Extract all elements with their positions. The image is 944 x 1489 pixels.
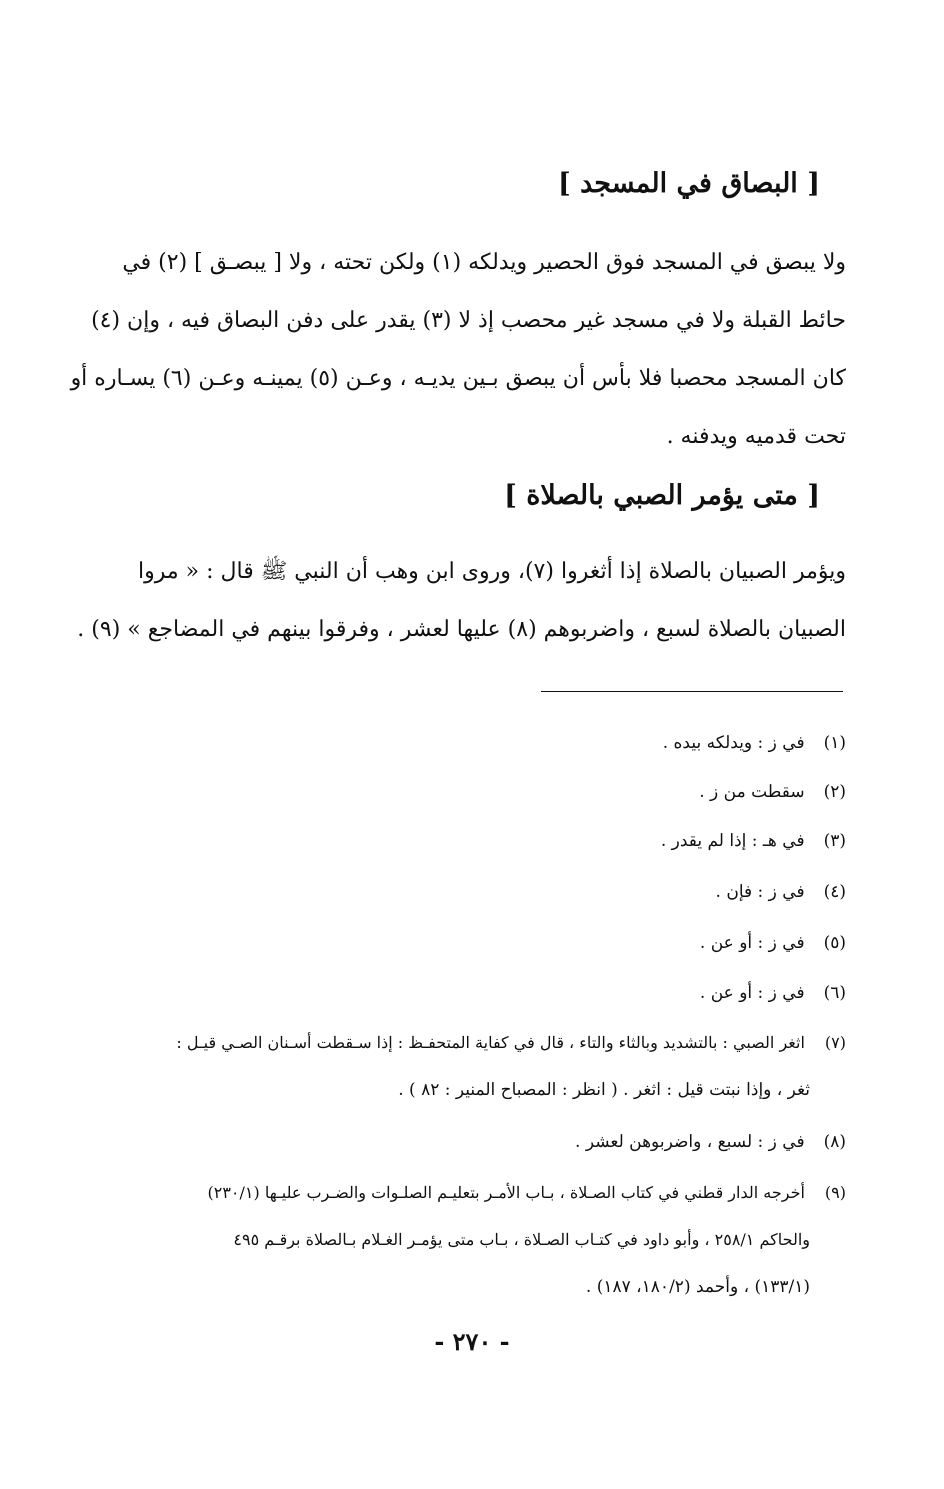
footnote-number: (٢) [823,782,846,802]
text-line: ولا يبصق في المسجد فوق الحصير ويدلكه (١) ولكن تحته ، ولا [ يبصـق ] (٢) في [122,250,846,275]
paragraph-spitting [70,234,846,466]
footnote-text: سقطت من ز . [699,782,805,802]
footnote-2 [66,780,846,804]
footnote-text: في ز : أو عن . [699,933,805,953]
footnote-continuation: ثغر ، وإذا نبتت قيل : اثغر . ( انظر : المصباح المنير : ٨٢ ) . [398,1080,810,1100]
footnote-7 [66,1031,846,1111]
footnote-number: (٥) [823,933,846,953]
footnote-number: (٩) [824,1183,846,1202]
footnote-number: (٨) [823,1132,846,1152]
footnote-4 [66,880,846,904]
footnote-text: أخرجه الدار قطني في كتاب الصـلاة ، بـاب الأمـر بتعليـم الصلـوات والضـرب عليـها (٢٣٠/١) [207,1183,805,1202]
footnote-text: في ز : لسبع ، واضربوهن لعشر . [575,1132,805,1152]
footnote-text: في هـ : إذا لم يقدر . [660,831,805,851]
footnote-number: (٤) [823,882,846,902]
footnote-text: في ز : فإن . [715,882,805,902]
text-line: حائط القبلة ولا في مسجد غير محصب إذ لا (٣) يقدر على دفن البصاق فيه ، وإن (٤) [91,308,846,333]
footnote-number: (٣) [823,831,846,851]
text-line: ويؤمر الصبيان بالصلاة إذا أثغروا (٧)، وروى ابن وهب أن النبي ﷺ قال : « مروا [138,559,846,584]
section-heading-child-prayer: [ متى يؤمر الصبي بالصلاة ] [504,480,820,511]
footnote-continuation: (١٣٣/١) ، وأحمد (١٨٠/٢، ١٨٧) . [585,1277,810,1297]
footnote-continuation: والحاكم ٢٥٨/١ ، وأبو داود في كتـاب الصـلاة ، بـاب متى يؤمـر الغـلام بـالصلاة برقـم ٤٩٥ [233,1230,810,1249]
text-line: كان المسجد محصبا فلا بأس أن يبصق بـين يديـه ، وعـن (٥) يمينـه وعـن (٦) يسـاره أو [70,366,846,391]
footnote-5 [66,931,846,955]
footnote-text: في ز : أو عن . [699,983,805,1003]
footnote-8 [66,1130,846,1154]
footnote-text: اثغر الصبي : بالتشديد وبالثاء والتاء ، قال في كفاية المتحفـظ : إذا سـقطت أسـنان الصـي قيـل : [176,1033,805,1052]
page-number: - ٢٧٠ - [434,1327,510,1356]
paragraph-child-prayer [77,543,846,659]
footnote-number: (٦) [823,983,846,1003]
footnote-number: (٧) [824,1033,846,1052]
text-line: تحت قدميه ويدفنه . [666,424,846,449]
text-line: الصبيان بالصلاة لسبع ، واضربوهم (٨) عليها لعشر ، وفرقوا بينهم في المضاجع » (٩) . [77,617,846,642]
section-heading-spitting: [ البصاق في المسجد ] [557,168,820,199]
footnote-3 [66,829,846,853]
footnote-text: في ز : ويدلكه بيده . [662,733,805,753]
footnote-number: (١) [823,733,846,753]
footnote-1 [66,731,846,755]
footnote-separator [541,691,843,692]
footnote-9 [66,1181,846,1311]
footnote-6 [66,981,846,1005]
